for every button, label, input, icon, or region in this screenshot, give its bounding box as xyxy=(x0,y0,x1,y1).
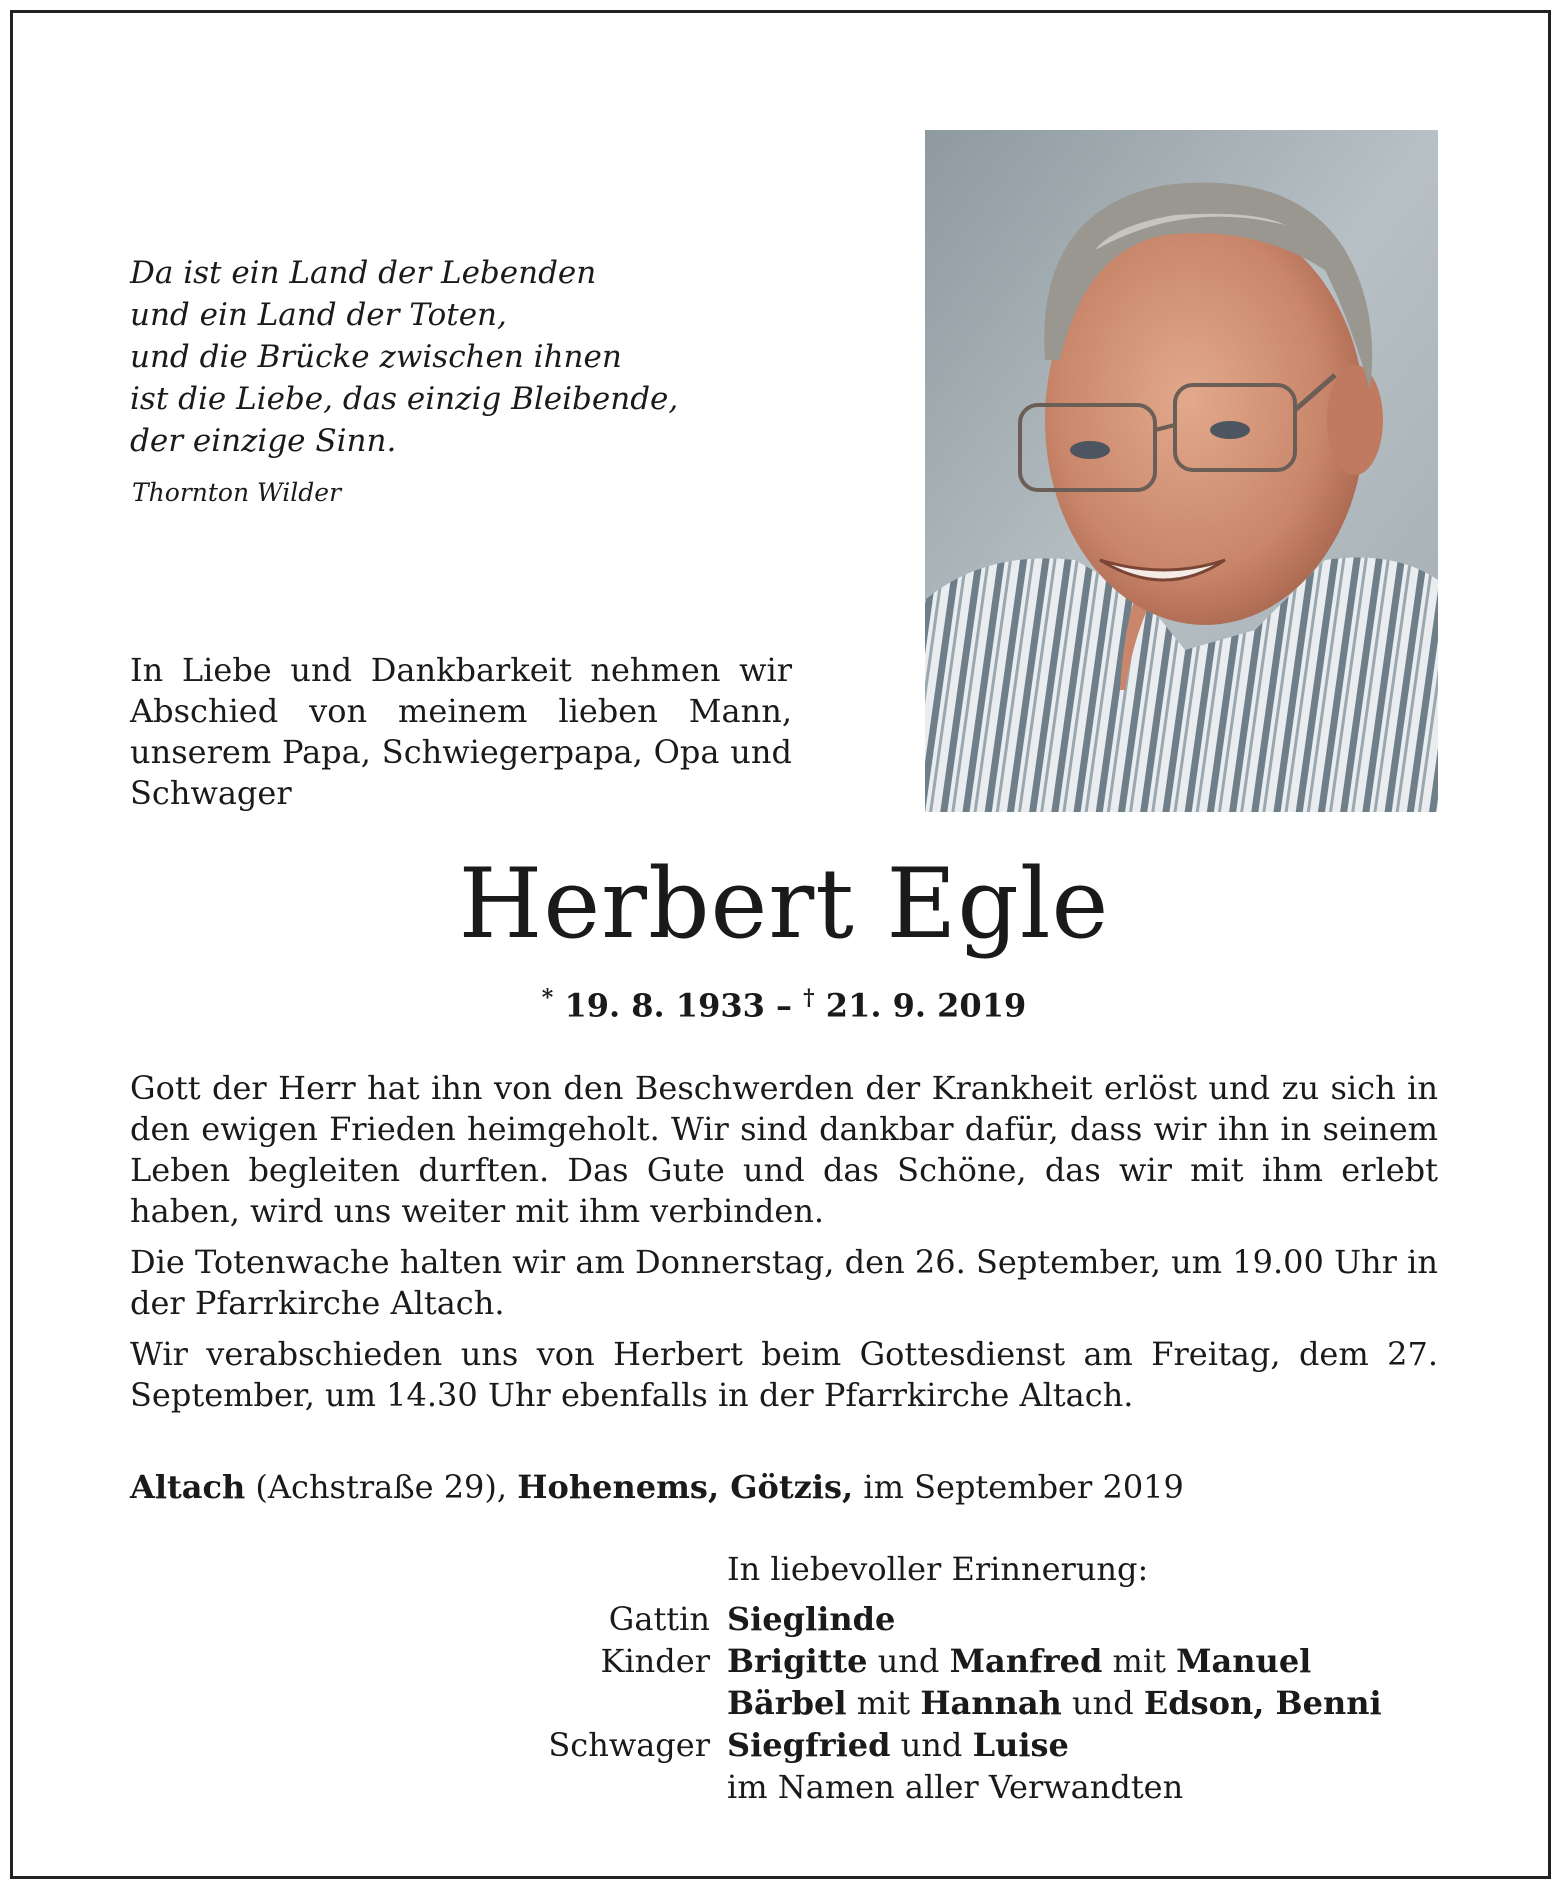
family-name: Manuel xyxy=(1176,1642,1312,1680)
life-dates xyxy=(0,985,1568,1025)
born-symbol: * xyxy=(541,985,554,1011)
date-separator: – xyxy=(776,986,792,1025)
family-name: Bärbel xyxy=(727,1684,847,1722)
place-and-date xyxy=(130,1468,1184,1506)
quote-author: Thornton Wilder xyxy=(132,478,342,507)
body-paragraph: Wir verabschieden uns von Herbert beim Gottesdienst am Freitag, dem 27. September, um 14.30 Uhr ebenfalls in der Pfarrkirche Altach. xyxy=(130,1335,1438,1414)
quote xyxy=(130,252,678,462)
family-name: Luise xyxy=(972,1726,1069,1764)
family-connector: und xyxy=(900,1726,963,1764)
family-label: Schwager xyxy=(548,1726,710,1764)
family-member xyxy=(727,1724,1069,1766)
family-name: Hannah xyxy=(920,1684,1062,1722)
portrait-photo xyxy=(925,130,1438,812)
family-connector: mit xyxy=(856,1684,911,1722)
body-paragraph: Gott der Herr hat ihn von den Beschwerden der Krankheit erlöst und zu sich in den ewigen Frieden heimgeholt. Wir sind dankbar dafür, dass wir ihn in seinem Leben begleiten durften. Das Gute und das Schöne, das wir mit ihm erlebt haben, wird uns weiter mit ihm verbinden. xyxy=(130,1069,1438,1230)
family-name: Brigitte xyxy=(727,1642,868,1680)
family-closing: im Namen aller Verwandten xyxy=(727,1768,1184,1806)
body-paragraph: Die Totenwache halten wir am Donnerstag, den 26. September, um 19.00 Uhr in der Pfarrkirche Altach. xyxy=(130,1243,1438,1322)
place-town: Altach xyxy=(130,1468,246,1506)
family-name: Manfred xyxy=(949,1642,1103,1680)
family-connector: und xyxy=(877,1642,940,1680)
birth-date: 19. 8. 1933 xyxy=(564,986,765,1025)
quote-line: und ein Land der Toten, xyxy=(130,297,507,333)
family-connector: mit xyxy=(1112,1642,1166,1680)
family-connector: und xyxy=(1071,1684,1134,1722)
place-address: (Achstraße 29), xyxy=(255,1468,508,1506)
family-label: Gattin xyxy=(608,1600,710,1638)
quote-line: und die Brücke zwischen ihnen xyxy=(130,339,622,375)
announcement-body xyxy=(130,1068,1438,1426)
family-name: Siegfried xyxy=(727,1726,891,1764)
family-name: Sieglinde xyxy=(727,1600,896,1638)
family-name: Edson, Benni xyxy=(1143,1684,1382,1722)
family-member xyxy=(727,1598,895,1640)
place-date: im September 2019 xyxy=(863,1468,1184,1506)
intro-text: In Liebe und Dankbarkeit nehmen wir Abschied von meinem lieben Mann, unserem Papa, Schwiegerpapa, Opa und Schwager xyxy=(130,651,792,812)
death-date: 21. 9. 2019 xyxy=(825,986,1027,1025)
quote-line: der einzige Sinn. xyxy=(130,423,397,459)
deceased-name: Herbert Egle xyxy=(458,848,1110,960)
quote-line: Da ist ein Land der Lebenden xyxy=(130,255,597,291)
family-label: Kinder xyxy=(600,1642,710,1680)
died-symbol: † xyxy=(803,985,815,1011)
quote-line: ist die Liebe, das einzig Bleibende, xyxy=(130,381,679,417)
family-member xyxy=(727,1640,1311,1682)
memory-heading: In liebevoller Erinnerung: xyxy=(727,1550,1149,1588)
place-towns: Hohenems, Götzis, xyxy=(517,1468,854,1506)
family-member xyxy=(727,1682,1382,1724)
